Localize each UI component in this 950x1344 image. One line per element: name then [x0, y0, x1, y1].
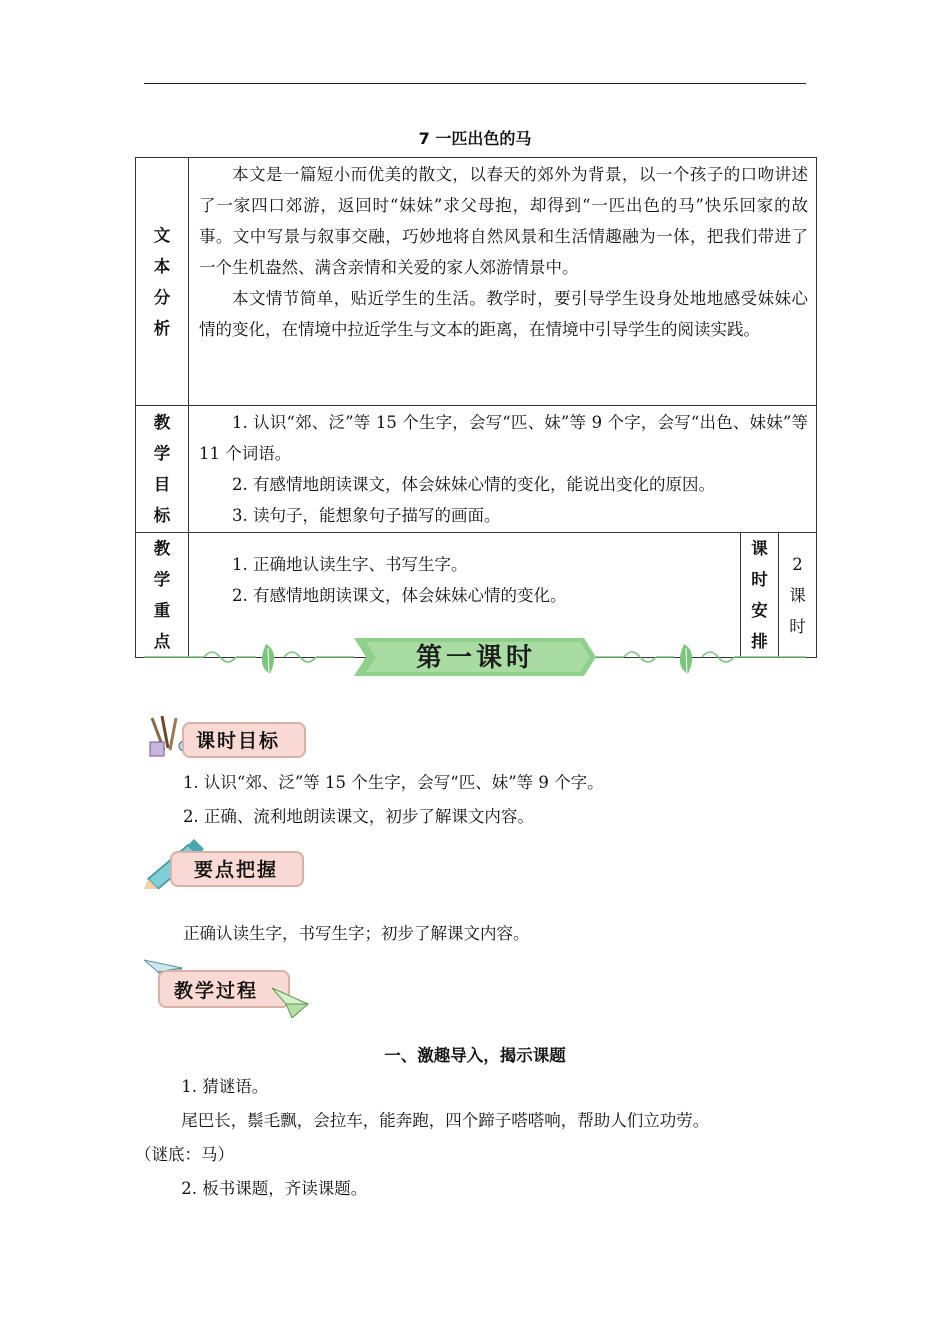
goals-row: [136, 406, 817, 533]
process-line: 1. 猜谜语。: [181, 1077, 269, 1096]
keypoints-text: 正确认读生字，书写生字；初步了解课文内容。: [182, 924, 530, 943]
analysis-label: 文 本 分 析: [136, 158, 189, 406]
objectives-badge-label: 课时目标: [196, 730, 281, 752]
goal-item: 1. 认识“郊、泛”等 15 个生字，会写“匹、妹”等 9 个字，会写“出色、妹妹”等 11 个词语。: [199, 413, 809, 463]
analysis-content: [189, 158, 817, 406]
analysis-paragraph: 本文是一篇短小而优美的散文，以春天的郊外为背景，以一个孩子的口吻讲述了一家四口郊游，返回时“妹妹”求父母抱，却得到“一匹出色的马”快乐回家的故事。文中写景与叙事交融，巧妙地将自然风景和生活情趣融为一体，把我们带进了一个生机盎然、满含亲情和关爱的家人郊游情景中。: [199, 165, 809, 277]
paper-plane-icon: [272, 984, 312, 1018]
keypoints-content: [145, 917, 815, 951]
process-line: （谜底：马）: [135, 1145, 234, 1164]
process-heading: 一、激趣导入，揭示课题: [384, 1046, 566, 1065]
focus-item: 2. 有感情地朗读课文，体会妹妹心情的变化。: [232, 586, 567, 605]
lesson-plan-table: [135, 157, 817, 658]
objectives-badge: [146, 716, 306, 756]
process-line: 2. 板书课题，齐读课题。: [181, 1179, 368, 1198]
keypoints-badge-label: 要点把握: [194, 859, 279, 881]
goals-content: [189, 406, 817, 533]
process-content: [135, 1070, 815, 1206]
header-rule: [144, 83, 806, 84]
process-line: 尾巴长，鬃毛飘，会拉车，能奔跑，四个蹄子嗒嗒响，帮助人们立功劳。: [181, 1111, 710, 1130]
banner-title: 第一课时: [415, 643, 536, 673]
goal-item: 3. 读句子，能想象句子描写的画面。: [232, 506, 501, 525]
analysis-row: [136, 158, 817, 406]
objectives-list: [145, 766, 815, 834]
goals-label: 教 学 目 标: [136, 406, 189, 533]
process-badge-label: 教学过程: [174, 980, 259, 1002]
objective-item: 2. 正确、流利地朗读课文，初步了解课文内容。: [182, 807, 534, 826]
lesson-period-banner: [144, 628, 806, 686]
schedule-value: 2 课 时: [779, 533, 817, 658]
keypoints-badge: [144, 843, 304, 883]
focus-label: 教 学 重 点: [136, 533, 189, 658]
lesson-title: 7 一匹出色的马: [418, 129, 532, 148]
goal-item: 2. 有感情地朗读课文，体会妹妹心情的变化，能说出变化的原因。: [232, 475, 715, 494]
schedule-label: 课 时 安 排: [741, 533, 779, 658]
objective-item: 1. 认识“郊、泛”等 15 个生字，会写“匹、妹”等 9 个字。: [182, 773, 604, 792]
focus-item: 1. 正确地认读生字、书写生字。: [232, 555, 468, 574]
analysis-paragraph: 本文情节简单，贴近学生的生活。教学时，要引导学生设身处地地感受妹妹心情的变化，在情境中拉近学生与文本的距离，在情境中引导学生的阅读实践。: [199, 289, 809, 339]
process-badge: [144, 958, 314, 1002]
